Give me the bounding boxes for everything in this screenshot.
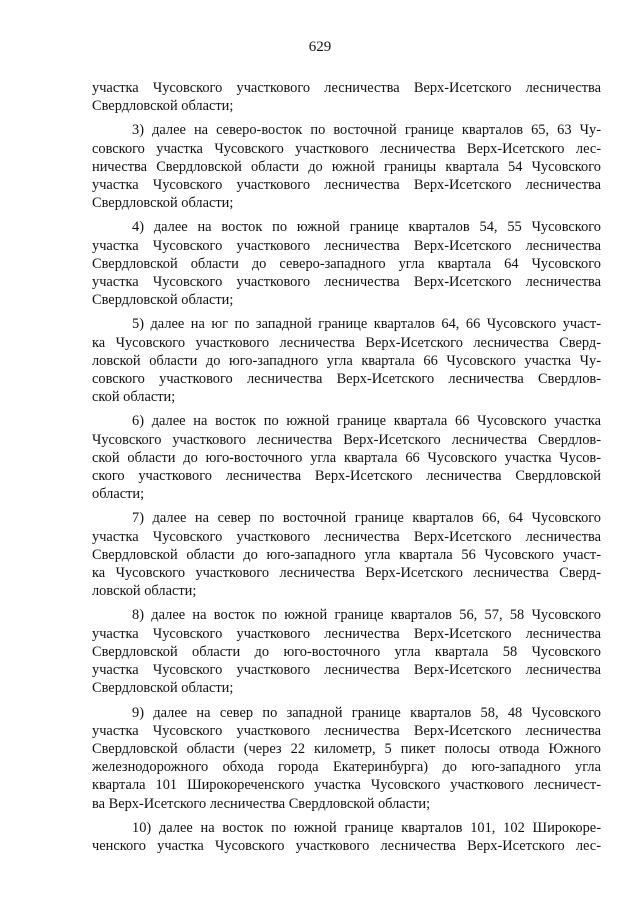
text-line: ской области;	[92, 389, 176, 406]
paragraph-continuation	[92, 79, 601, 115]
text-line: участка Чусовского участкового лесничества Верх-Исетского лесничества	[92, 237, 601, 254]
paragraph-item-10	[92, 819, 601, 855]
text-line: Чусовского участкового лесничества Верх-Исетского лесничества Свердлов-	[92, 431, 601, 448]
text-line: участка Чусовского участкового лесничества Верх-Исетского лесничества	[92, 80, 601, 96]
text-line: Свердловской области;	[92, 680, 234, 697]
paragraph-item-7	[92, 509, 601, 600]
text-line: Свердловской области;	[92, 195, 234, 212]
text-line: Свердловской области до юго-восточного угла квартала 58 Чусовского	[92, 643, 601, 660]
text-line: квартала 101 Широкореченского участка Чусовского участкового лесничест-	[92, 777, 601, 794]
text-line: 9) далее на север по западной границе кварталов 58, 48 Чусовского	[132, 704, 601, 721]
text-line: ка Чусовского участкового лесничества Верх-Исетского лесничества Сверд-	[92, 334, 601, 351]
text-line: 3) далее на северо-восток по восточной границе кварталов 65, 63 Чу-	[132, 122, 601, 139]
text-line: совского участкового лесничества Верх-Исетского лесничества Свердлов-	[92, 371, 601, 388]
text-line: участка Чусовского участкового лесничества Верх-Исетского лесничества	[92, 528, 601, 545]
paragraph-item-8	[92, 606, 601, 697]
text-line: области;	[92, 486, 145, 503]
text-line: 8) далее на восток по южной границе кварталов 56, 57, 58 Чусовского	[132, 607, 601, 624]
text-line: 5) далее на юг по западной границе кварталов 64, 66 Чусовского участ-	[132, 316, 601, 333]
paragraph-item-6	[92, 412, 601, 503]
text-line: ловской области;	[92, 583, 197, 600]
text-line: 7) далее на север по восточной границе кварталов 66, 64 Чусовского	[132, 510, 601, 527]
text-line: ского участкового лесничества Верх-Исетского лесничества Свердловской	[92, 468, 601, 485]
text-line: 10) далее на восток по южной границе кварталов 101, 102 Широкоре-	[132, 819, 601, 836]
paragraph-item-3	[92, 121, 601, 212]
text-line: ченского участка Чусовского участкового лесничества Верх-Исетского лес-	[92, 837, 601, 854]
text-line: Свердловской области до юго-западного угла квартала 56 Чусовского участ-	[92, 546, 601, 563]
page-number: 629	[308, 39, 332, 55]
text-line: участка Чусовского участкового лесничества Верх-Исетского лесничества	[92, 662, 601, 679]
text-line: Свердловской области (через 22 километр, 5 пикет полосы отвода Южного	[92, 740, 601, 757]
paragraph-item-5	[92, 315, 601, 406]
text-line: ва Верх-Исетского лесничества Свердловской области;	[92, 795, 431, 812]
text-line: участка Чусовского участкового лесничества Верх-Исетского лесничества	[92, 177, 601, 194]
paragraph-item-4	[92, 218, 601, 309]
text-line: 4) далее на восток по южной границе кварталов 54, 55 Чусовского	[132, 219, 601, 236]
document-body	[92, 79, 601, 861]
paragraph-item-9	[92, 704, 601, 813]
text-line: участка Чусовского участкового лесничества Верх-Исетского лесничества	[92, 722, 601, 739]
text-line: участка Чусовского участкового лесничества Верх-Исетского лесничества	[92, 625, 601, 642]
text-line: ничества Свердловской области до южной границы квартала 54 Чусовского	[92, 158, 601, 175]
text-line: ловской области до юго-западного угла квартала 66 Чусовского участка Чу-	[92, 352, 601, 369]
text-line: Свердловской области до северо-западного угла квартала 64 Чусовского	[92, 255, 601, 272]
text-line: совского участка Чусовского участкового лесничества Верх-Исетского лес-	[92, 140, 601, 157]
text-line: ка Чусовского участкового лесничества Верх-Исетского лесничества Сверд-	[92, 565, 601, 582]
text-line: Свердловской области;	[92, 98, 234, 115]
text-line: Свердловской области;	[92, 292, 234, 309]
text-line: 6) далее на восток по южной границе квартала 66 Чусовского участка	[132, 413, 601, 430]
text-line: ской области до юго-восточного угла квартала 66 Чусовского участка Чусов-	[92, 449, 601, 466]
text-line: железнодорожного обхода города Екатеринбурга) до юго-западного угла	[92, 759, 601, 776]
text-line: участка Чусовского участкового лесничества Верх-Исетского лесничества	[92, 274, 601, 291]
